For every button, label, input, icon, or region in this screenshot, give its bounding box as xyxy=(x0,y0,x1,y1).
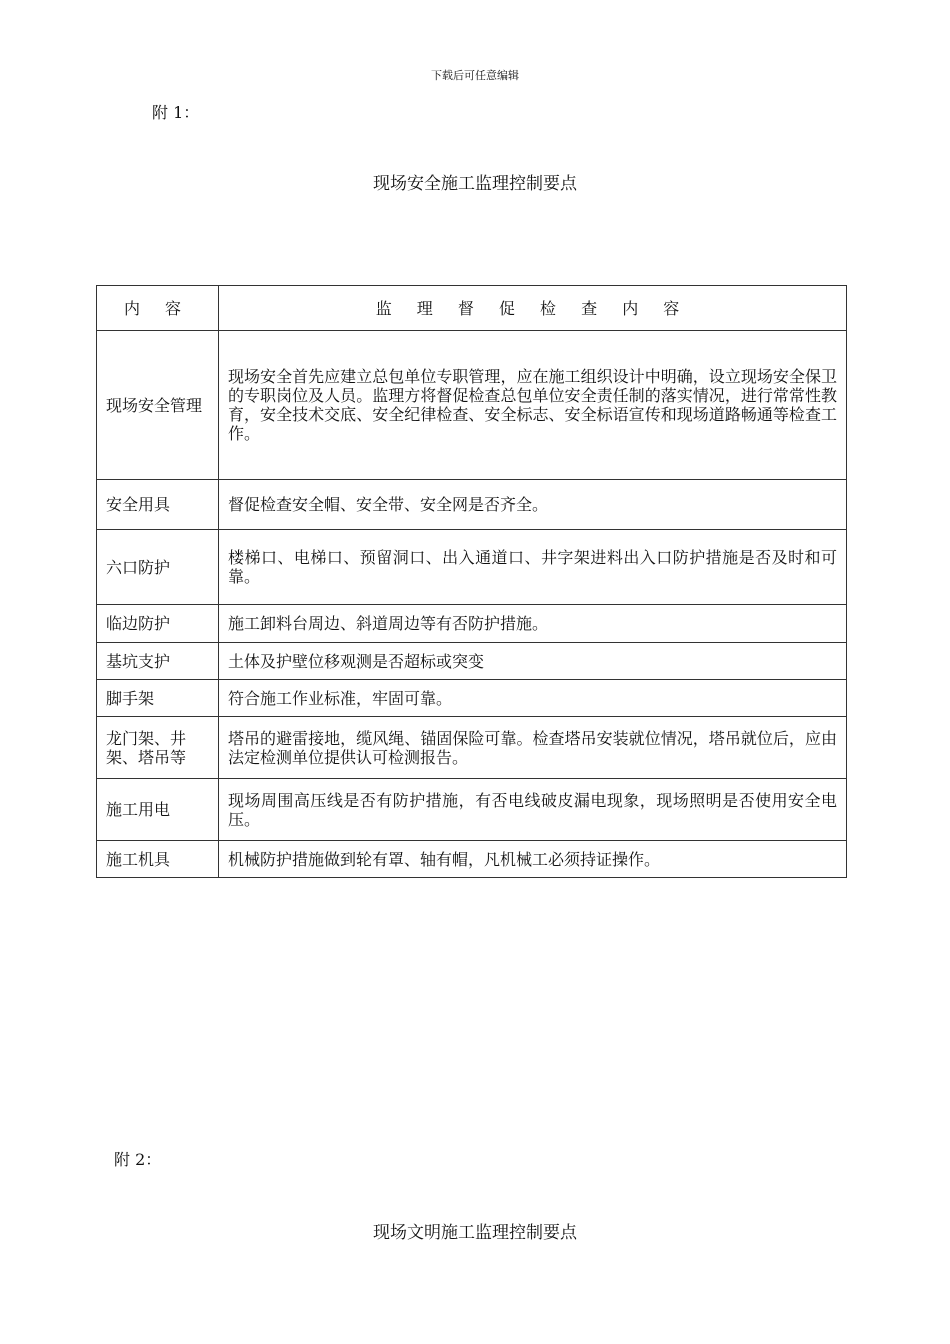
table-row xyxy=(97,530,847,605)
appendix-2-title: 现场文明施工监理控制要点 xyxy=(373,1223,577,1243)
row-item: 现场安全管理 xyxy=(97,331,219,480)
table-row xyxy=(97,643,847,680)
header-content: 监 理 督 促 检 查 内 容 xyxy=(219,286,847,331)
row-content: 督促检查安全帽、安全带、安全网是否齐全。 xyxy=(219,480,847,530)
safety-checklist-table xyxy=(96,285,847,878)
table-row xyxy=(97,480,847,530)
table-row xyxy=(97,605,847,643)
row-content: 塔吊的避雷接地，缆风绳、锚固保险可靠。检查塔吊安装就位情况，塔吊就位后，应由法定检测单位提供认可检测报告。 xyxy=(219,717,847,779)
row-content: 楼梯口、电梯口、预留洞口、出入通道口、井字架进料出入口防护措施是否及时和可靠。 xyxy=(219,530,847,605)
header-item: 内 容 xyxy=(97,286,219,331)
header-note: 下载后可任意编辑 xyxy=(431,69,519,82)
row-item: 脚手架 xyxy=(97,680,219,717)
appendix-1-label: 附 1： xyxy=(152,103,200,122)
row-item: 六口防护 xyxy=(97,530,219,605)
appendix-1-title: 现场安全施工监理控制要点 xyxy=(373,174,577,194)
table-row xyxy=(97,331,847,480)
table-row xyxy=(97,717,847,779)
row-content: 符合施工作业标准，牢固可靠。 xyxy=(219,680,847,717)
row-content: 施工卸料台周边、斜道周边等有否防护措施。 xyxy=(219,605,847,643)
row-content: 机械防护措施做到轮有罩、轴有帽，凡机械工必须持证操作。 xyxy=(219,841,847,878)
row-item: 基坑支护 xyxy=(97,643,219,680)
row-item: 龙门架、井架、塔吊等 xyxy=(97,717,219,779)
row-content: 现场周围高压线是否有防护措施，有否电线破皮漏电现象，现场照明是否使用安全电压。 xyxy=(219,779,847,841)
table-row xyxy=(97,779,847,841)
row-content: 土体及护壁位移观测是否超标或突变 xyxy=(219,643,847,680)
row-item: 安全用具 xyxy=(97,480,219,530)
row-item: 临边防护 xyxy=(97,605,219,643)
row-item: 施工机具 xyxy=(97,841,219,878)
table-row xyxy=(97,841,847,878)
appendix-2-label: 附 2： xyxy=(114,1150,162,1169)
table-header-row xyxy=(97,286,847,331)
row-item: 施工用电 xyxy=(97,779,219,841)
row-content: 现场安全首先应建立总包单位专职管理，应在施工组织设计中明确，设立现场安全保卫的专职岗位及人员。监理方将督促检查总包单位安全责任制的落实情况，进行常常性教育，安全技术交底、安全纪律检查、安全标志、安全标语宣传和现场道路畅通等检查工作。 xyxy=(219,331,847,480)
table-row xyxy=(97,680,847,717)
